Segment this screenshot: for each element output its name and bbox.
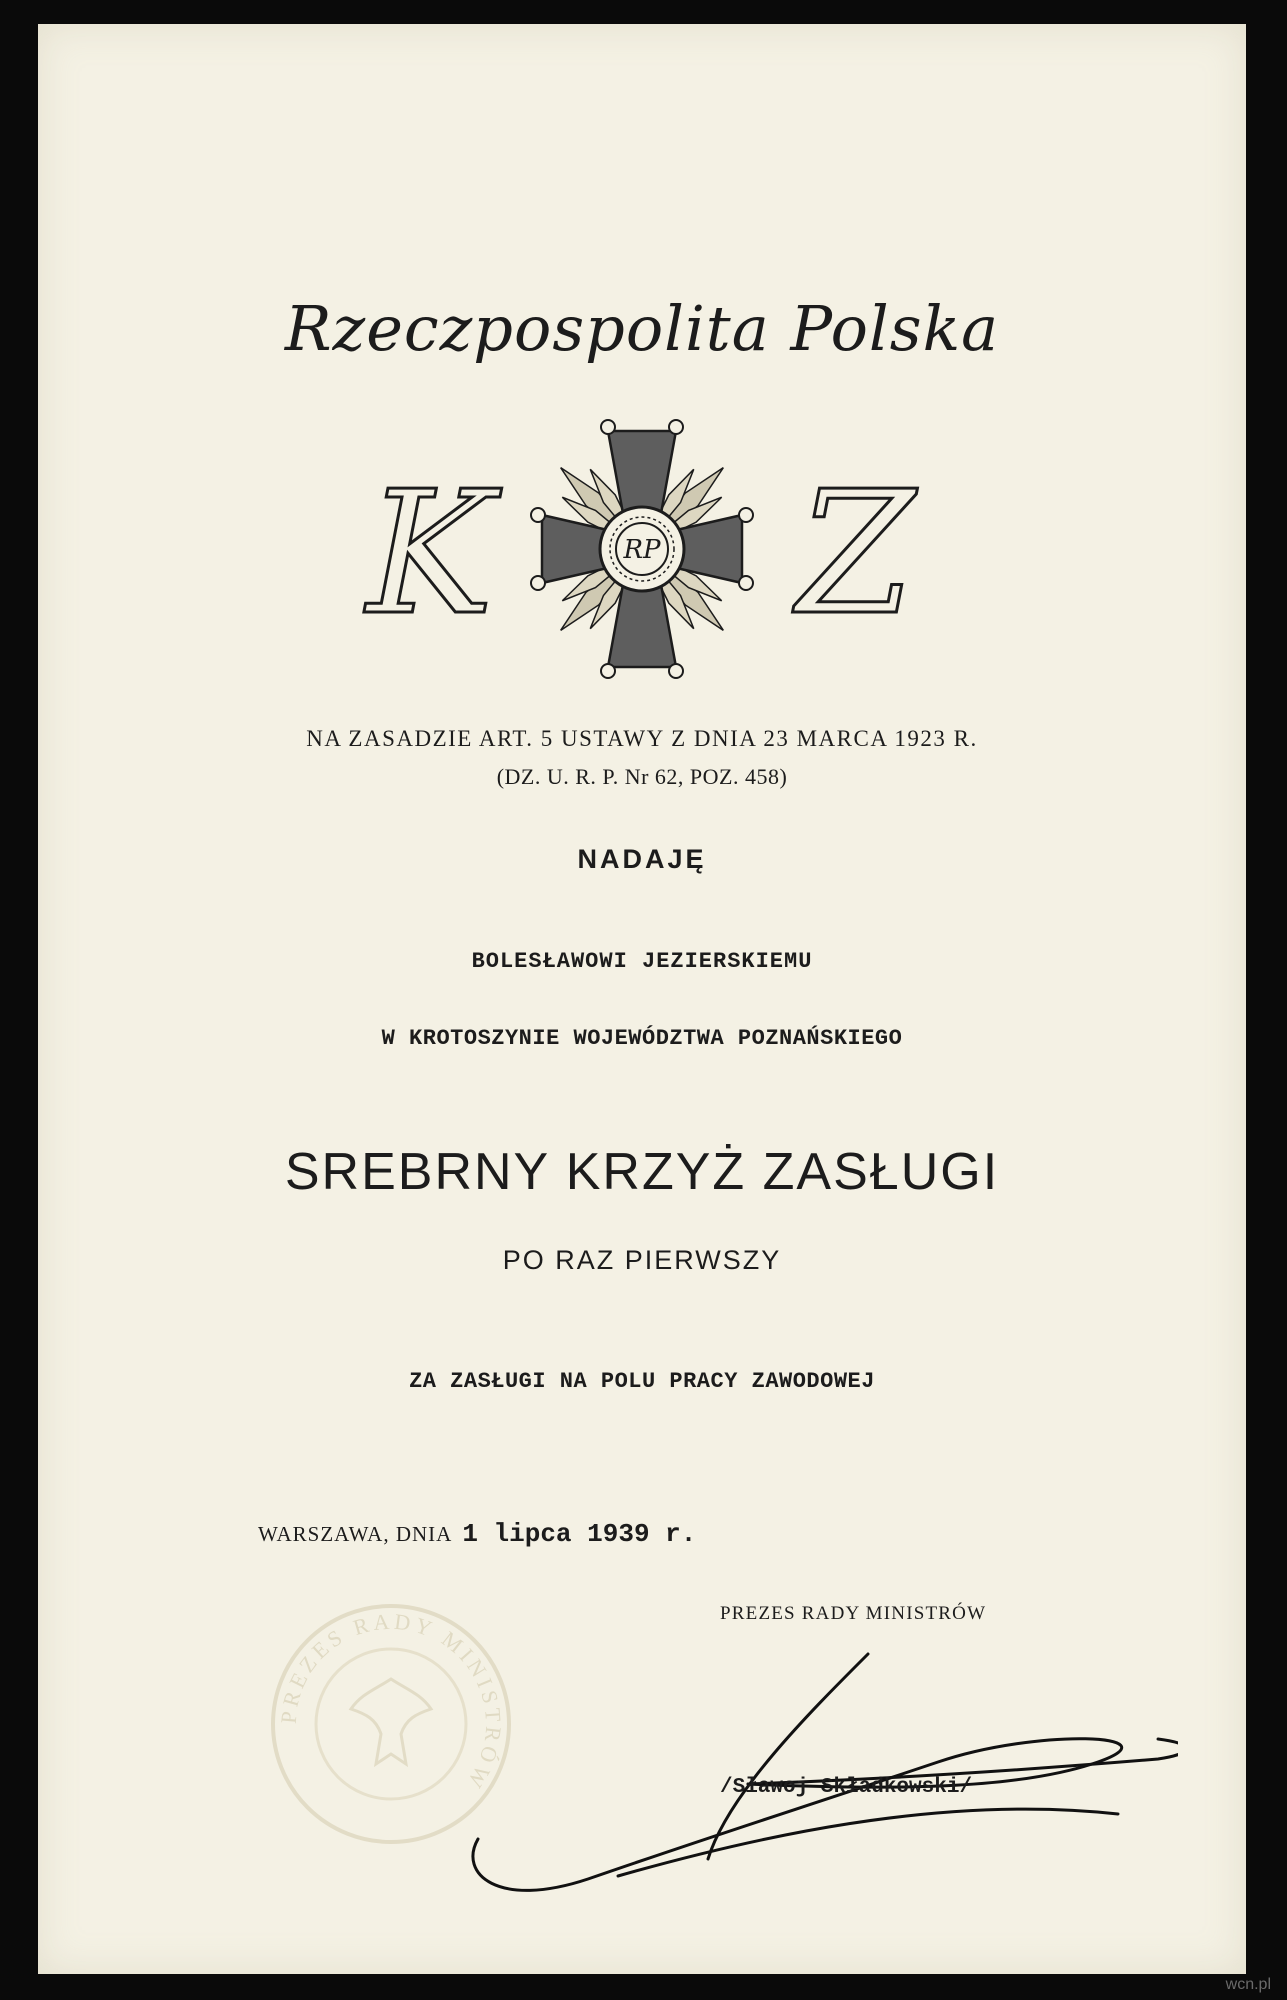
site-watermark: wcn.pl — [1225, 1976, 1271, 1993]
legal-basis-line2: (DZ. U. R. P. Nr 62, POZ. 458) — [496, 764, 788, 789]
signatory-name: /Sławoj Składkowski/ — [720, 1776, 973, 1799]
monogram-z — [726, 462, 986, 652]
monogram-z-letter: Z — [796, 462, 916, 652]
cross-of-merit-icon — [520, 402, 764, 696]
signatory-title: PREZES RADY MINISTRÓW — [720, 1603, 987, 1624]
award-times: PO RAZ PIERWSZY — [502, 1245, 782, 1275]
seal-text: PREZES RADY MINISTRÓW — [275, 1608, 507, 1796]
award-title: SREBRNY KRZYŻ ZASŁUGI — [284, 1143, 1000, 1201]
cross-monogram: RP — [623, 535, 661, 565]
award-reason: ZA ZASŁUGI NA POLU PRACY ZAWODOWEJ — [409, 1369, 875, 1394]
issue-date-value: 1 lipca 1939 r. — [462, 1519, 697, 1549]
legal-basis-line1: NA ZASADZIE ART. 5 USTAWY Z DNIA 23 MARCA 1923 R. — [306, 726, 978, 751]
issue-date-label: WARSZAWA, DNIA — [258, 1522, 453, 1546]
recipient-place: W KROTOSZYNIE WOJEWÓDZTWA POZNAŃSKIEGO — [381, 1026, 903, 1051]
recipient-name: BOLESŁAWOWI JEZIERSKIEMU — [471, 949, 813, 974]
grant-verb: NADAJĘ — [577, 844, 707, 874]
monogram-k-letter: K — [366, 462, 494, 652]
document-paper — [38, 24, 1246, 1974]
document-title: Rzeczpospolita Polska — [284, 292, 1000, 365]
issue-date — [258, 1519, 696, 1549]
